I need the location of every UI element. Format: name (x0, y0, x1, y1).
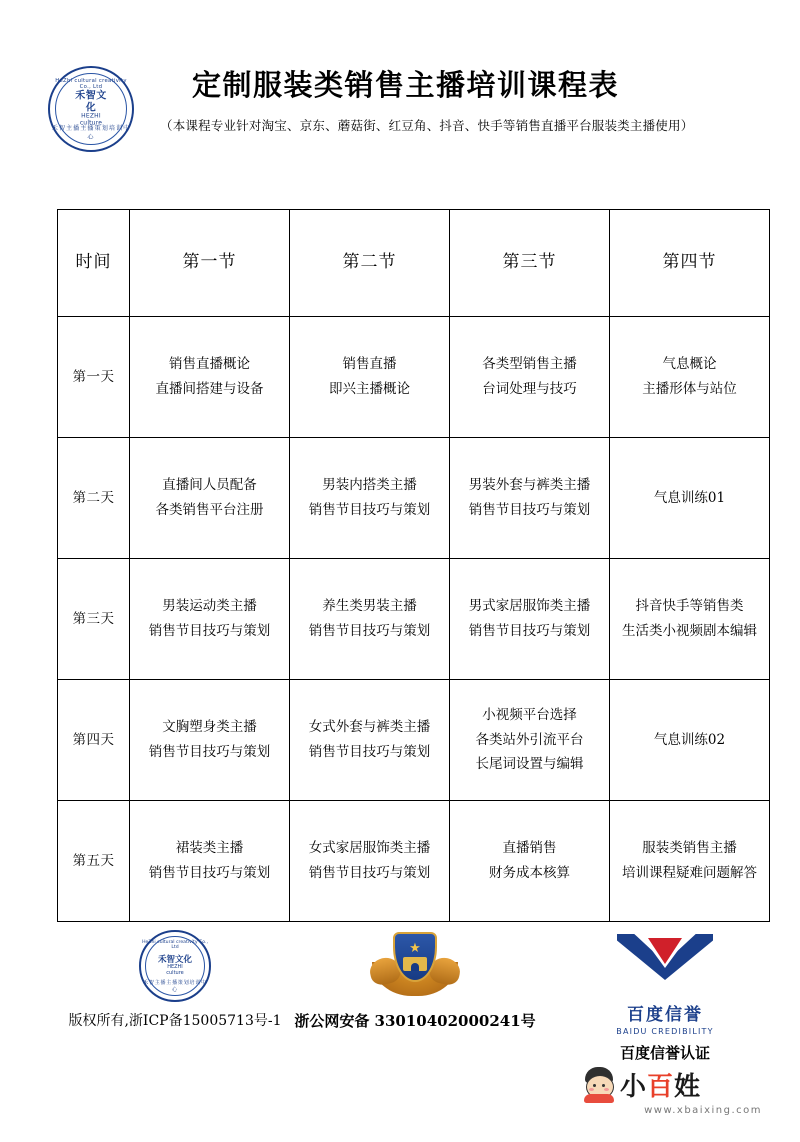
cell-line: 各类型销售主播 (482, 356, 577, 373)
baidu-certified-text: 百度信誉认证 (619, 1044, 710, 1062)
cell-line: 女式家居服饰类主播 (308, 840, 431, 857)
site-watermark (582, 1066, 762, 1128)
cell-line: 男装运动类主播 (162, 598, 257, 615)
table-cell (290, 438, 450, 559)
cell-line: 文胸塑身类主播 (162, 719, 257, 736)
table-cell (290, 680, 450, 801)
cell-line: 销售节目技巧与策划 (468, 623, 591, 639)
cell-lines (612, 486, 767, 511)
table-cell (130, 317, 290, 438)
cell-lines (452, 703, 607, 778)
page-title: 定制服装类销售主播培训课程表 (192, 68, 620, 102)
cell-line: 培训课程疑难问题解答 (622, 865, 757, 881)
table-row (58, 438, 770, 559)
cell-line: 男装外套与裤类主播 (468, 477, 591, 494)
column-header-period-4: 第四节 (610, 210, 770, 317)
seal-company-name: 禾智文化 (75, 90, 107, 114)
cell-line: 销售直播 (342, 356, 397, 373)
cell-lines (452, 473, 607, 523)
table-cell (130, 801, 290, 922)
seal-company-name-en: HEZHI culture (166, 964, 184, 976)
cell-lines (132, 836, 287, 886)
column-header-period-1: 第一节 (130, 210, 290, 317)
mascot-cheek-left (589, 1088, 594, 1091)
table-row (58, 317, 770, 438)
cell-lines (292, 715, 447, 765)
cell-line: 女式外套与裤类主播 (308, 719, 431, 736)
cell-line: 气息训练01 (653, 489, 726, 506)
baidu-credibility-badge[interactable] (560, 934, 770, 1063)
cell-lines (612, 836, 767, 886)
row-label-day-3: 第三天 (58, 559, 130, 680)
cell-lines (612, 352, 767, 402)
cell-lines (132, 473, 287, 523)
cell-lines (292, 473, 447, 523)
mascot-eye-left (593, 1084, 596, 1087)
watermark-row (582, 1066, 762, 1103)
table-cell (610, 438, 770, 559)
seal-arc-top-text: HeZhi cultural creativity Co., Ltd (55, 78, 127, 90)
column-header-period-2: 第二节 (290, 210, 450, 317)
emblem-star-icon: ★ (409, 941, 421, 956)
watermark-char-1: 小 (620, 1072, 648, 1102)
company-seal-icon (139, 930, 211, 1002)
row-label-day-5: 第五天 (58, 801, 130, 922)
cell-line: 直播间人员配备 (162, 477, 257, 494)
schedule-table-wrapper (57, 209, 757, 922)
cell-line: 男式家居服饰类主播 (468, 598, 591, 615)
table-cell (610, 317, 770, 438)
page-subtitle: （本课程专业针对淘宝、京东、蘑菇街、红豆角、抖音、快手等销售直播平台服装类主播使用） (160, 117, 694, 133)
cell-line: 销售节目技巧与策划 (148, 744, 271, 760)
schedule-table (57, 209, 770, 922)
cell-line: 小视频平台选择 (482, 706, 577, 723)
table-cell (450, 801, 610, 922)
row-label-day-4: 第四天 (58, 680, 130, 801)
table-cell (450, 559, 610, 680)
table-cell (130, 559, 290, 680)
police-emblem-icon (372, 932, 458, 1004)
cell-line: 裙装类主播 (175, 840, 244, 857)
table-row (58, 680, 770, 801)
cell-line: 销售节目技巧与策划 (308, 865, 431, 881)
table-header-row-group (58, 210, 770, 317)
table-cell (130, 438, 290, 559)
police-record-text: 浙公网安备 33010402000241号 (294, 1012, 536, 1030)
column-header-period-3: 第三节 (450, 210, 610, 317)
icp-badge[interactable] (60, 930, 290, 1030)
cell-lines (292, 352, 447, 402)
table-row (58, 801, 770, 922)
table-body (58, 317, 770, 922)
table-cell (290, 559, 450, 680)
seal-graphic (48, 66, 134, 152)
cell-line: 各类销售平台注册 (155, 502, 264, 518)
table-row (58, 559, 770, 680)
cell-lines (132, 715, 287, 765)
table-cell (450, 438, 610, 559)
seal-company-name: 禾智文化 (158, 954, 193, 965)
mascot-cheek-right (604, 1088, 609, 1091)
document-footer (0, 930, 800, 1070)
seal-core (158, 956, 192, 976)
cell-line: 即兴主播概论 (329, 381, 410, 397)
cell-lines (452, 352, 607, 402)
table-header-row (58, 210, 770, 317)
table-cell (450, 317, 610, 438)
title-block (160, 68, 780, 134)
mascot-body (584, 1094, 614, 1103)
mascot-eye-right (602, 1084, 605, 1087)
baidu-brand-en: BAIDU CREDIBILITY (616, 1027, 714, 1036)
cell-lines (292, 594, 447, 644)
baidu-brand-cn: 百度信誉 (627, 1005, 703, 1025)
seal-arc-top-text: HeZhi cultural creativity Co., Ltd (142, 940, 208, 950)
cell-line: 财务成本核算 (489, 865, 570, 881)
table-cell (290, 801, 450, 922)
mascot-icon (582, 1067, 616, 1103)
cell-line: 销售节目技巧与策划 (148, 865, 271, 881)
cell-line: 销售节目技巧与策划 (148, 623, 271, 639)
cell-line: 销售节目技巧与策划 (308, 502, 431, 518)
cell-lines (452, 836, 607, 886)
cell-line: 各类站外引流平台 (475, 731, 584, 748)
seal-arc-bottom-text: 禾智主播主播策划培训中心 (143, 980, 207, 993)
copyright-icp-text: 版权所有,浙ICP备15005713号-1 (68, 1013, 282, 1029)
table-cell (290, 317, 450, 438)
cell-lines (132, 594, 287, 644)
cell-line: 养生类男装主播 (322, 598, 417, 615)
cell-line: 抖音快手等销售类 (635, 598, 744, 615)
cell-line: 主播形体与站位 (642, 381, 737, 397)
seal-arc-bottom-text: 禾智主播主播策划培训中心 (51, 125, 131, 141)
cell-line: 销售直播概论 (169, 356, 250, 373)
cell-line: 销售节目技巧与策划 (308, 623, 431, 639)
cell-line: 生活类小视频剧本编辑 (622, 623, 757, 639)
cell-line: 直播销售 (502, 840, 557, 857)
cell-lines (612, 728, 767, 753)
cell-line: 销售节目技巧与策划 (308, 744, 431, 760)
row-label-day-2: 第二天 (58, 438, 130, 559)
row-label-day-1: 第一天 (58, 317, 130, 438)
cell-lines (292, 836, 447, 886)
cell-lines (612, 594, 767, 644)
cell-line: 服装类销售主播 (642, 840, 737, 857)
table-cell (610, 801, 770, 922)
cell-lines (132, 352, 287, 402)
watermark-char-3: 姓 (674, 1072, 702, 1102)
cell-line: 直播间搭建与设备 (155, 381, 264, 397)
table-cell (610, 559, 770, 680)
seal-core (71, 91, 112, 128)
table-cell (130, 680, 290, 801)
cell-line: 销售节目技巧与策划 (468, 502, 591, 518)
baidu-v-icon (617, 934, 713, 996)
police-record-badge[interactable] (290, 932, 540, 1031)
cell-line: 男装内搭类主播 (322, 477, 417, 494)
watermark-url: www.xbaixing.com (644, 1105, 762, 1116)
cell-line: 台词处理与技巧 (482, 381, 577, 397)
company-seal-logo (48, 66, 134, 152)
table-cell (610, 680, 770, 801)
cell-line: 气息概论 (662, 356, 717, 373)
watermark-char-2: 百 (647, 1072, 675, 1102)
document-header (0, 58, 800, 168)
watermark-text (620, 1066, 701, 1103)
seal-company-name-en: HEZHI culture (79, 112, 103, 127)
cell-line: 长尾词设置与编辑 (475, 756, 584, 773)
emblem-gate (403, 957, 427, 971)
table-cell (450, 680, 610, 801)
cell-line: 气息训练02 (653, 731, 726, 748)
column-header-time: 时间 (58, 210, 130, 317)
cell-lines (452, 594, 607, 644)
